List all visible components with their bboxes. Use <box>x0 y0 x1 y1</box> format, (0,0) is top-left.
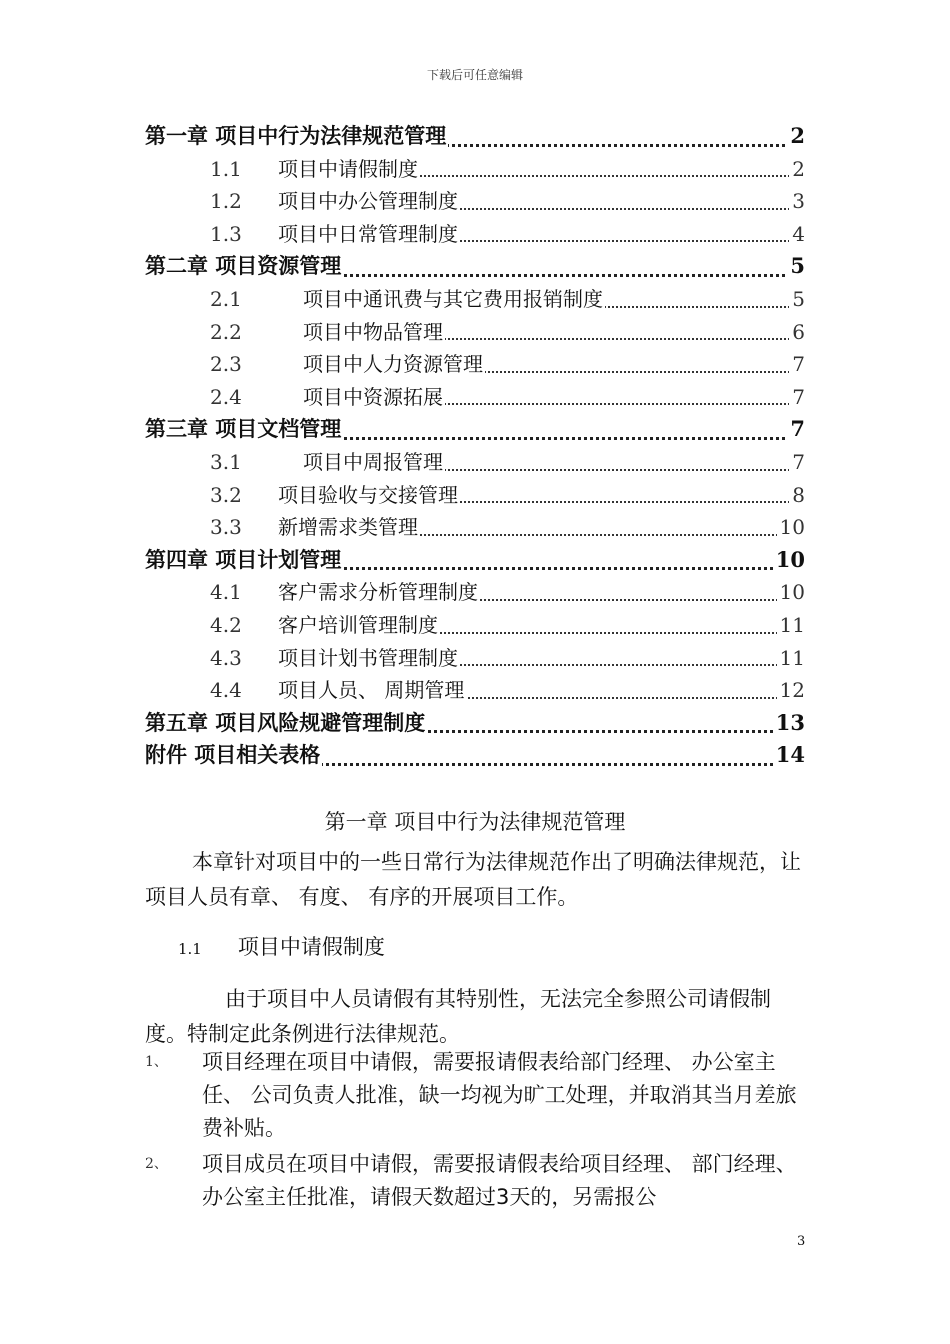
toc-entry-title: 客户需求分析管理制度 <box>278 580 478 605</box>
toc-entry-label <box>145 316 445 349</box>
toc-entry-title: 项目中周报管理 <box>303 449 443 474</box>
toc-section-number: 1.2 <box>210 189 242 214</box>
toc-chapter-entry[interactable] <box>145 544 805 577</box>
toc-section-entry[interactable] <box>145 479 805 512</box>
toc-section-entry[interactable] <box>145 316 805 349</box>
toc-entry-label <box>145 739 322 772</box>
toc-page-number: 5 <box>789 283 805 316</box>
toc-entry-label <box>145 479 460 512</box>
toc-section-entry[interactable] <box>145 185 805 218</box>
toc-section-entry[interactable] <box>145 674 805 707</box>
toc-section-entry[interactable] <box>145 348 805 381</box>
toc-section-number: 3.2 <box>210 482 242 507</box>
toc-entry-label <box>145 250 343 283</box>
toc-section-entry[interactable] <box>145 218 805 251</box>
toc-entry-title: 第三章 项目文档管理 <box>145 417 342 442</box>
toc-section-entry[interactable] <box>145 446 805 479</box>
toc-page-number: 11 <box>777 642 805 675</box>
toc-entry-title: 项目中请假制度 <box>278 156 418 181</box>
toc-chapter-entry[interactable] <box>145 707 805 740</box>
toc-entry-title: 项目中日常管理制度 <box>278 221 458 246</box>
toc-entry-label <box>145 609 440 642</box>
toc-entry-title: 第四章 项目计划管理 <box>145 547 342 572</box>
toc-entry-label <box>145 348 485 381</box>
list-item-number: 1、 <box>145 1054 168 1070</box>
toc-page-number: 10 <box>777 511 805 544</box>
toc-section-number: 1.3 <box>210 221 242 246</box>
list-item <box>145 1046 807 1145</box>
toc-entry-title: 项目中办公管理制度 <box>278 189 458 214</box>
toc-page-number: 10 <box>773 544 805 577</box>
toc-entry-title: 第二章 项目资源管理 <box>145 254 342 279</box>
toc-section-entry[interactable] <box>145 283 805 316</box>
toc-section-number: 4.1 <box>210 580 242 605</box>
section-heading <box>178 931 385 961</box>
toc-page-number: 6 <box>789 316 805 349</box>
page-number: 3 <box>797 1234 806 1249</box>
toc-entry-label <box>145 381 445 414</box>
toc-page-number: 7 <box>789 446 805 479</box>
toc-section-entry[interactable] <box>145 609 805 642</box>
toc-section-number: 3.1 <box>210 449 242 474</box>
toc-section-entry[interactable] <box>145 511 805 544</box>
toc-page-number: 13 <box>773 707 805 740</box>
toc-entry-title: 项目中资源拓展 <box>303 384 443 409</box>
toc-page-number: 7 <box>787 413 805 446</box>
toc-entry-title: 客户培训管理制度 <box>278 612 438 637</box>
chapter-intro-paragraph: 本章针对项目中的一些日常行为法律规范作出了明确法律规范，让项目人员有章、 有度、 有序的开展项目工作。 <box>145 850 801 909</box>
toc-page-number: 2 <box>789 153 805 186</box>
toc-section-number: 4.4 <box>210 678 242 703</box>
toc-page-number: 2 <box>787 120 805 153</box>
toc-page-number: 7 <box>789 348 805 381</box>
list-item-text: 项目成员在项目中请假，需要报请假表给项目经理、 部门经理、 办公室主任批准，请假天数超过3天的，另需报公 <box>202 1152 797 1209</box>
toc-entry-label <box>145 674 466 707</box>
toc-section-number: 3.3 <box>210 515 242 540</box>
chapter-title: 第一章 项目中行为法律规范管理 <box>324 810 626 834</box>
toc-section-number: 2.3 <box>210 352 242 377</box>
section-title: 项目中请假制度 <box>237 935 385 959</box>
toc-entry-title: 项目人员、 周期管理 <box>278 678 465 703</box>
toc-section-entry[interactable] <box>145 642 805 675</box>
toc-page-number: 11 <box>777 609 805 642</box>
section-intro-paragraph: 由于项目中人员请假有其特别性，无法完全参照公司请假制度。特制定此条例进行法律规范。 <box>145 987 771 1046</box>
toc-chapter-entry[interactable] <box>145 120 805 153</box>
toc-page-number: 14 <box>773 739 805 772</box>
page-header: 下载后可任意编辑 <box>426 68 523 82</box>
toc-entry-title: 项目中通讯费与其它费用报销制度 <box>303 286 603 311</box>
toc-entry-label <box>145 642 460 675</box>
toc-section-number: 2.2 <box>210 319 242 344</box>
toc-section-number: 1.1 <box>210 156 242 181</box>
toc-page-number: 8 <box>789 479 805 512</box>
toc-entry-label <box>145 185 460 218</box>
toc-section-entry[interactable] <box>145 576 805 609</box>
toc-entry-title: 项目验收与交接管理 <box>278 482 458 507</box>
table-of-contents <box>145 120 805 772</box>
toc-entry-title: 新增需求类管理 <box>278 515 418 540</box>
toc-entry-label <box>145 413 343 446</box>
toc-entry-title: 项目计划书管理制度 <box>278 645 458 670</box>
toc-section-number: 4.3 <box>210 645 242 670</box>
toc-chapter-entry[interactable] <box>145 413 805 446</box>
toc-entry-label <box>145 153 420 186</box>
toc-entry-title: 第五章 项目风险规避管理制度 <box>145 710 426 735</box>
toc-entry-title: 附件 项目相关表格 <box>145 743 321 768</box>
section-number: 1.1 <box>178 940 202 958</box>
toc-page-number: 4 <box>789 218 805 251</box>
toc-chapter-entry[interactable] <box>145 250 805 283</box>
toc-section-entry[interactable] <box>145 381 805 414</box>
toc-section-number: 2.1 <box>210 286 242 311</box>
toc-entry-title: 项目中物品管理 <box>303 319 443 344</box>
toc-entry-label <box>145 283 605 316</box>
toc-entry-label <box>145 544 343 577</box>
toc-entry-title: 项目中人力资源管理 <box>303 352 483 377</box>
toc-page-number: 12 <box>777 674 805 707</box>
toc-entry-label <box>145 120 448 153</box>
toc-entry-label <box>145 218 460 251</box>
toc-entry-title: 第一章 项目中行为法律规范管理 <box>145 124 447 148</box>
toc-page-number: 10 <box>777 576 805 609</box>
toc-page-number: 3 <box>789 185 805 218</box>
toc-chapter-entry[interactable] <box>145 739 805 772</box>
toc-page-number: 7 <box>789 381 805 414</box>
toc-page-number: 5 <box>787 250 805 283</box>
toc-entry-label <box>145 576 480 609</box>
toc-entry-label <box>145 511 420 544</box>
toc-entry-label <box>145 707 427 740</box>
toc-section-number: 2.4 <box>210 384 242 409</box>
list-item-text: 项目经理在项目中请假，需要报请假表给部门经理、 办公室主任、 公司负责人批准，缺一均视为旷工处理，并取消其当月差旅费补贴。 <box>202 1050 797 1140</box>
toc-entry-label <box>145 446 445 479</box>
toc-section-entry[interactable] <box>145 153 805 186</box>
list-item <box>145 1148 807 1214</box>
list-item-number: 2、 <box>145 1156 168 1172</box>
toc-section-number: 4.2 <box>210 612 242 637</box>
